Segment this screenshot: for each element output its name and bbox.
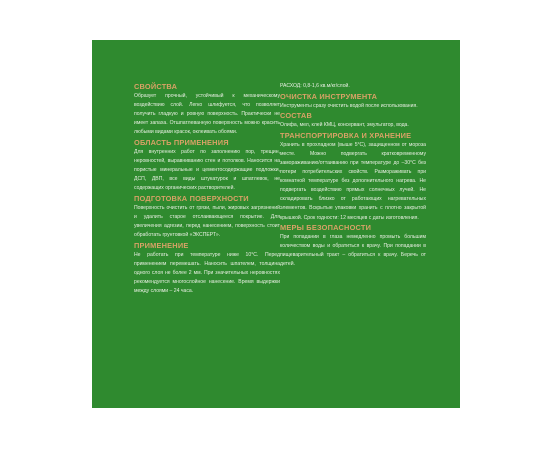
text-properties: Образует прочный, устойчивый к механическому воздействию слой. Легко шлифуется, что позволяет получить гладкую и ровную поверхность. Практически не имеет запаха. Отшпатлеванную поверхность можно красить любыми видами красок, оклеивать обоями.: [134, 93, 280, 136]
text-safety: При попадании в глаза немедленно промыть большим количеством воды и обратиться к врачу. При попадании в пищеварительный тракт – обратиться к врачу. Беречь от детей.: [280, 234, 426, 268]
heading-composition: СОСТАВ: [280, 111, 312, 121]
text-surface-preparation: Поверхность очистить от грязи, пыли, жировых загрязнений и удалить старое отслаивающееся покрытие. Для увеличения адгезии, перед нанесением, поверхность стоит обработать грунтовкой «ЭКСПЕРТ».: [134, 204, 280, 239]
text-application-area: Для внутренних работ по заполнению пор, трещин, неровностей, выравниванию стен и потолков. Наносится на пористые минеральные и цементосодержащие подложки, ДСП, ДВП, все виды штукатурок и шпатлевок, не содержащих органических растворителей.: [134, 148, 280, 192]
heading-surface-preparation: ПОДГОТОВКА ПОВЕРХНОСТИ: [134, 193, 249, 203]
instruction-panel: [92, 40, 460, 408]
text-composition: Олифа, мел, клей КМЦ, консервант, эмульгатор, вода.: [280, 122, 409, 129]
heading-tool-cleaning: ОЧИСТКА ИНСТРУМЕНТА: [280, 91, 378, 101]
text-usage: Не работать при температуре ниже 10°С. Перед применением перемешать. Наносить шпателем, толщина одного слоя не более 2 мм. При значительных неровностях рекомендуется многослойное нанесение. Время выдержки между слоями – 24 часа.: [134, 251, 280, 295]
heading-usage: ПРИМЕНЕНИЕ: [134, 240, 189, 250]
right-column: [280, 82, 426, 270]
left-column: [134, 82, 280, 297]
heading-application-area: ОБЛАСТЬ ПРИМЕНЕНИЯ: [134, 137, 229, 147]
text-transport-storage: Хранить в прохладном (выше 5°С), защищенном от мороза месте. Можно подвергать кратковременному замораживанию/оттаиванию при температуре до –30°С без потери потребительских свойств. Размораживать при комнатной температуре без дополнительного нагрева. Не подвергать воздействию прямых солнечных лучей. Не складировать близко от работающих нагревательных элементов. Вскрытые упаковки хранить с плотно закрытой крышкой. Срок годности: 12 месяцев с даты изготовления.: [280, 141, 426, 221]
heading-safety: МЕРЫ БЕЗОПАСНОСТИ: [280, 223, 372, 233]
heading-properties: СВОЙСТВА: [134, 82, 178, 91]
text-tool-cleaning: Инструменты сразу очистить водой после использования.: [280, 102, 418, 109]
consumption-text: РАСХОД: 0,8-1,6 кв.м/кг/слой.: [280, 83, 350, 89]
heading-transport-storage: ТРАНСПОРТИРОВКА И ХРАНЕНИЕ: [280, 130, 412, 140]
